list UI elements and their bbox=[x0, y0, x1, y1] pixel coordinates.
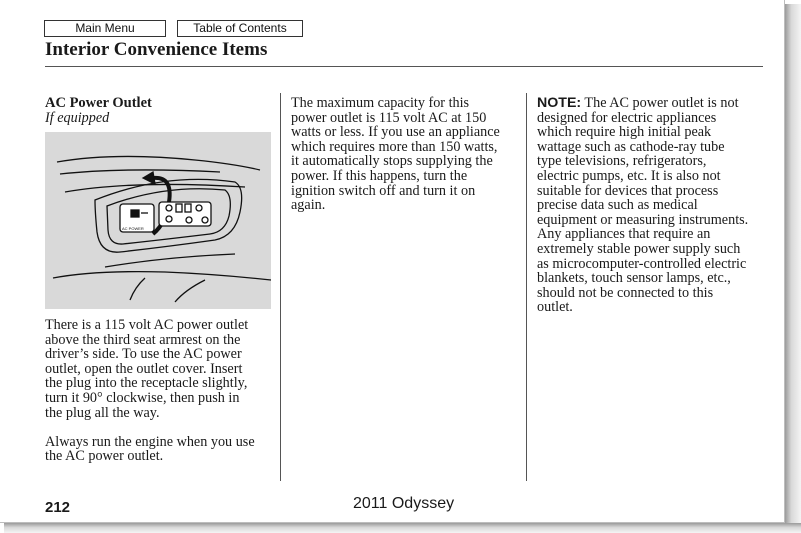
section-title: Interior Convenience Items bbox=[45, 39, 268, 60]
text-line: the plug all the way. bbox=[45, 404, 160, 421]
note-paragraph bbox=[537, 96, 777, 315]
text-line: designed for electric appliances bbox=[537, 109, 717, 126]
page-number: 212 bbox=[45, 499, 71, 516]
text-line: extremely stable power supply such bbox=[537, 240, 741, 257]
text-line: which require high initial peak bbox=[537, 124, 712, 141]
text-line: ignition switch off and turn it on bbox=[291, 182, 476, 199]
text-line: type televisions, refrigerators, bbox=[537, 153, 707, 170]
trim-line-top bbox=[57, 156, 260, 170]
section-subheading: If equipped bbox=[45, 109, 110, 126]
table-of-contents-button[interactable]: Table of Contents bbox=[177, 20, 303, 37]
text-line: which requires more than 150 watts, bbox=[291, 138, 498, 155]
text-line: blankets, touch sensor lamps, etc., bbox=[537, 270, 731, 287]
column-1 bbox=[45, 96, 275, 125]
text-line: wattage such as cathode-ray tube bbox=[537, 138, 725, 155]
section-heading: AC Power Outlet bbox=[45, 95, 152, 111]
text-line: Any appliances that require an bbox=[537, 226, 711, 243]
page-shadow-bottom bbox=[4, 523, 801, 533]
text-line: as microcomputer-controlled electric bbox=[537, 255, 747, 272]
text-line: watts or less. If you use an appliance bbox=[291, 124, 500, 141]
column-1-body bbox=[45, 318, 275, 464]
trim-line-bottom bbox=[53, 272, 271, 280]
text-line: outlet, open the outlet cover. Insert bbox=[45, 360, 243, 377]
figure-label: AC POWER bbox=[122, 226, 144, 231]
text-line: power. If this happens, turn the bbox=[291, 167, 468, 184]
text-line: turn it 90° clockwise, then push in bbox=[45, 389, 240, 406]
column-2 bbox=[291, 96, 523, 213]
text-line: precise data such as medical bbox=[537, 197, 698, 214]
column-divider-2 bbox=[526, 93, 527, 481]
text-line: driver’s side. To use the AC power bbox=[45, 346, 242, 363]
text-line: the AC power outlet. bbox=[45, 448, 164, 465]
main-menu-button[interactable]: Main Menu bbox=[44, 20, 166, 37]
column-divider-1 bbox=[280, 93, 281, 481]
text-line: outlet. bbox=[537, 299, 573, 316]
text-line: it automatically stops supplying the bbox=[291, 153, 493, 170]
text-line: electric pumps, etc. It is also not bbox=[537, 167, 721, 184]
text-line: There is a 115 volt AC power outlet bbox=[45, 317, 249, 333]
title-rule bbox=[45, 66, 763, 67]
text-line: the plug into the receptacle slightly, bbox=[45, 375, 248, 392]
column-3 bbox=[537, 96, 777, 315]
outlet-paragraph-1 bbox=[45, 318, 275, 420]
text-line: power outlet is 115 volt AC at 150 bbox=[291, 109, 487, 126]
text-line: The maximum capacity for this bbox=[291, 95, 470, 111]
outlet-paragraph-2 bbox=[45, 435, 275, 464]
capacity-paragraph bbox=[291, 96, 523, 213]
text-line: above the third seat armrest on the bbox=[45, 331, 241, 348]
text-line: Always run the engine when you use bbox=[45, 433, 255, 450]
ac-outlet-illustration bbox=[45, 132, 271, 309]
note-label: NOTE: bbox=[537, 95, 582, 111]
page-shadow-right bbox=[785, 4, 801, 533]
text-line: suitable for devices that process bbox=[537, 182, 719, 199]
text-line: equipment or measuring instruments. bbox=[537, 211, 749, 228]
text-line: again. bbox=[291, 197, 326, 214]
text-line: should not be connected to this bbox=[537, 284, 714, 301]
footer-model: 2011 Odyssey bbox=[353, 495, 455, 512]
text-line: The AC power outlet is not bbox=[581, 95, 739, 111]
outlet-drawing bbox=[45, 132, 271, 309]
